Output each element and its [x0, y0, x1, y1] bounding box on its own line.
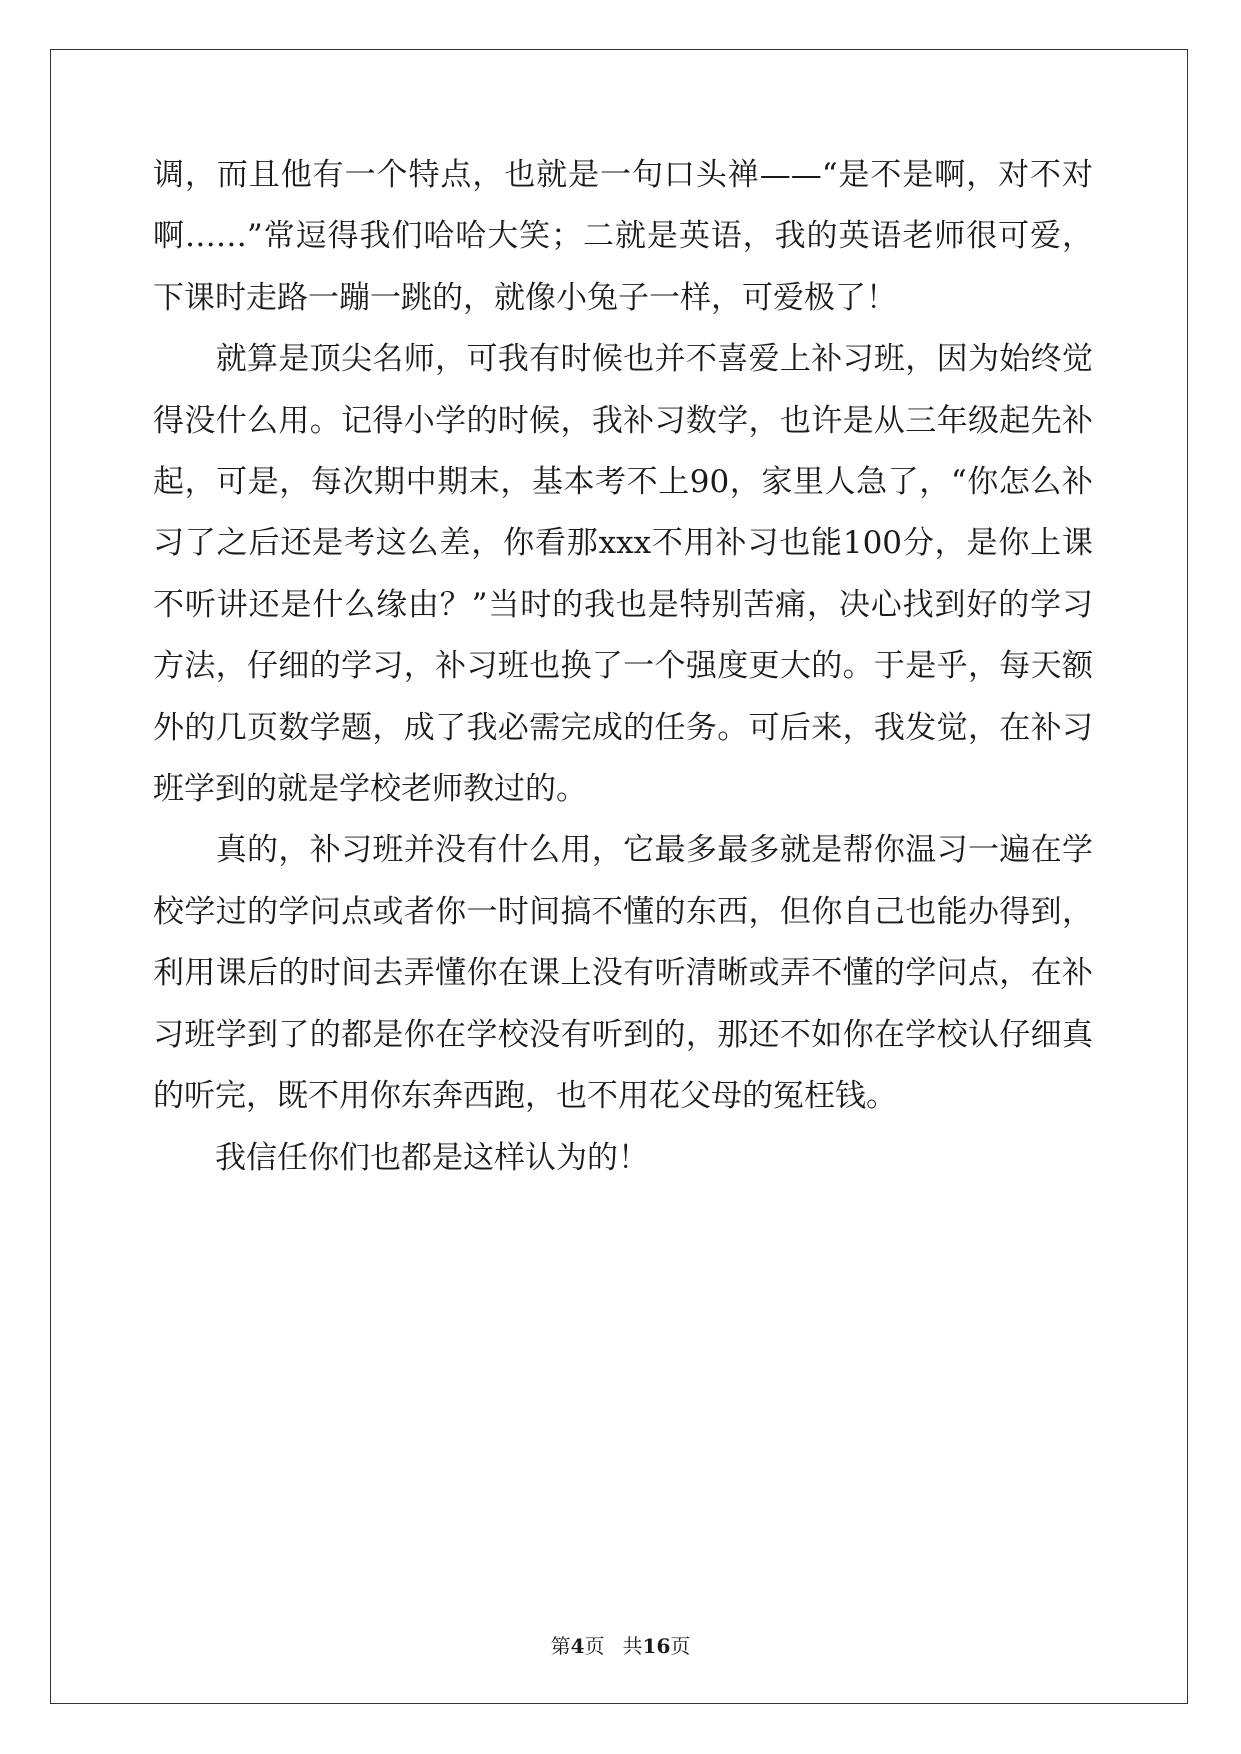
paragraph-3: 真的，补习班并没有什么用，它最多最多就是帮你温习一遍在学校学过的学问点或者你一时间搞不懂的东西，但你自己也能办得到，利用课后的时间去弄懂你在课上没有听清晰或弄不懂的学问点，在补习班学到了的都是你在学校没有听到的，那还不如你在学校认仔细真的听完，既不用你东奔西跑，也不用花父母的冤枉钱。	[153, 832, 1093, 1115]
paragraph-2: 就算是顶尖名师，可我有时候也并不喜爱上补习班，因为始终觉得没什么用。记得小学的时候，我补习数学，也许是从三年级起先补起，可是，每次期中期末，基本考不上90，家里人急了，“你怎么补习了之后还是考这么差，你看那xxx不用补习也能100分，是你上课不听讲还是什么缘由？”当时的我也是特别苦痛，决心找到好的学习方法，仔细的学习，补习班也换了一个强度更大的。于是乎，每天额外的几页数学题，成了我必需完成的任务。可后来，我发觉，在补习班学到的就是学校老师教过的。	[153, 341, 1093, 808]
footer-total-prefix: 共	[622, 1634, 643, 1658]
page-footer	[0, 1630, 1241, 1659]
total-pages-number: 16	[642, 1634, 671, 1658]
paragraph-1: 调，而且他有一个特点，也就是一句口头禅——“是不是啊，对不对啊……”常逗得我们哈哈大笑；二就是英语，我的英语老师很可爱，下课时走路一蹦一跳的，就像小兔子一样，可爱极了！	[153, 157, 1093, 316]
current-page-number: 4	[570, 1634, 585, 1658]
footer-page-suffix: 页	[584, 1634, 605, 1658]
paragraph-4: 我信任你们也都是这样认为的！	[153, 1139, 649, 1176]
footer-total-suffix: 页	[670, 1634, 691, 1658]
document-body	[153, 145, 1093, 1189]
footer-prefix: 第	[550, 1634, 571, 1658]
